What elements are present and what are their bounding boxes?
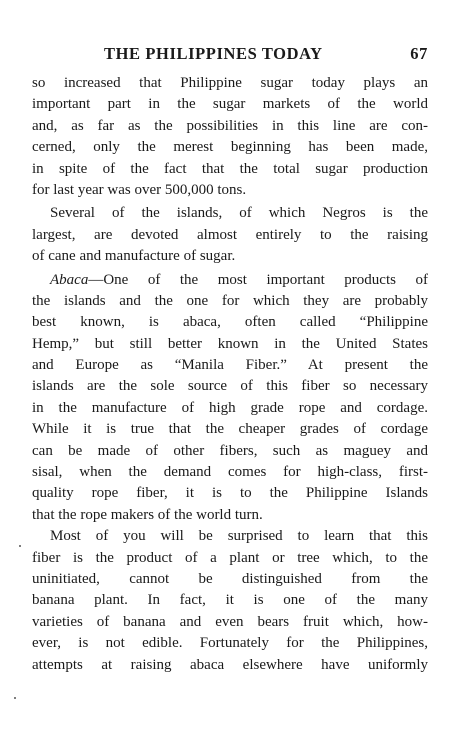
text-line: can be made of other fibers, such as maguey and [32,442,428,459]
text-line: the islands and the one for which they are probably [32,292,428,309]
text-line: largest, are devoted almost entirely to the raising [32,226,428,243]
text-line: Several of the islands, of which Negros is the [50,205,428,222]
body-text [32,73,428,676]
text-line: for last year was over 500,000 tons. [32,181,247,198]
paragraph [32,73,428,201]
text-line: that the rope makers of the world turn. [32,506,263,523]
text-line: banana plant. In fact, it is one of the many [32,592,428,609]
paragraph [32,270,428,527]
text-line: important part in the sugar markets of the world [32,96,428,113]
text-line: of cane and manufacture of sugar. [32,248,236,265]
text-line: and Europe as “Manila Fiber.” At present the [32,357,428,374]
text-line: fiber is the product of a plant or tree which, to the [32,549,428,566]
text-line: While it is true that the cheaper grades of cordage [32,421,428,438]
text-span: —One of the most important products of [88,271,428,288]
text-line: islands are the sole source of this fiber so necessary [32,378,428,395]
text-line [32,270,428,291]
print-speck [19,545,21,547]
text-line: uninitiated, cannot be distinguished from the [32,570,428,587]
print-speck [14,697,16,699]
text-line: varieties of banana and even bears fruit which, how- [32,613,428,630]
paragraph [32,203,428,267]
text-line: attempts at raising abaca elsewhere have uniformly [32,656,428,673]
text-line: quality rope fiber, it is to the Philippine Islands [32,485,428,502]
text-line: in spite of the fact that the total sugar production [32,160,428,177]
text-line: and, as far as the possibilities in this line are con- [32,117,428,134]
text-line: in the manufacture of high grade rope and cordage. [32,399,428,416]
paragraph-lead-term: Abaca [50,271,89,288]
text-line: cerned, only the merest beginning has been made, [32,139,428,156]
text-line: Hemp,” but still better known in the United States [32,335,428,352]
text-line: best known, is abaca, often called “Philippine [32,314,428,331]
running-header [32,44,428,68]
text-line: sisal, when the demand comes for high-class, first- [32,464,428,481]
page-number: 67 [410,44,428,63]
text-line: so increased that Philippine sugar today plays an [32,75,428,91]
paragraph [32,526,428,676]
running-title: THE PHILIPPINES TODAY [104,44,323,63]
text-line: Most of you will be surprised to learn that this [50,528,428,545]
text-line: ever, is not edible. Fortunately for the Philippines, [32,635,428,652]
